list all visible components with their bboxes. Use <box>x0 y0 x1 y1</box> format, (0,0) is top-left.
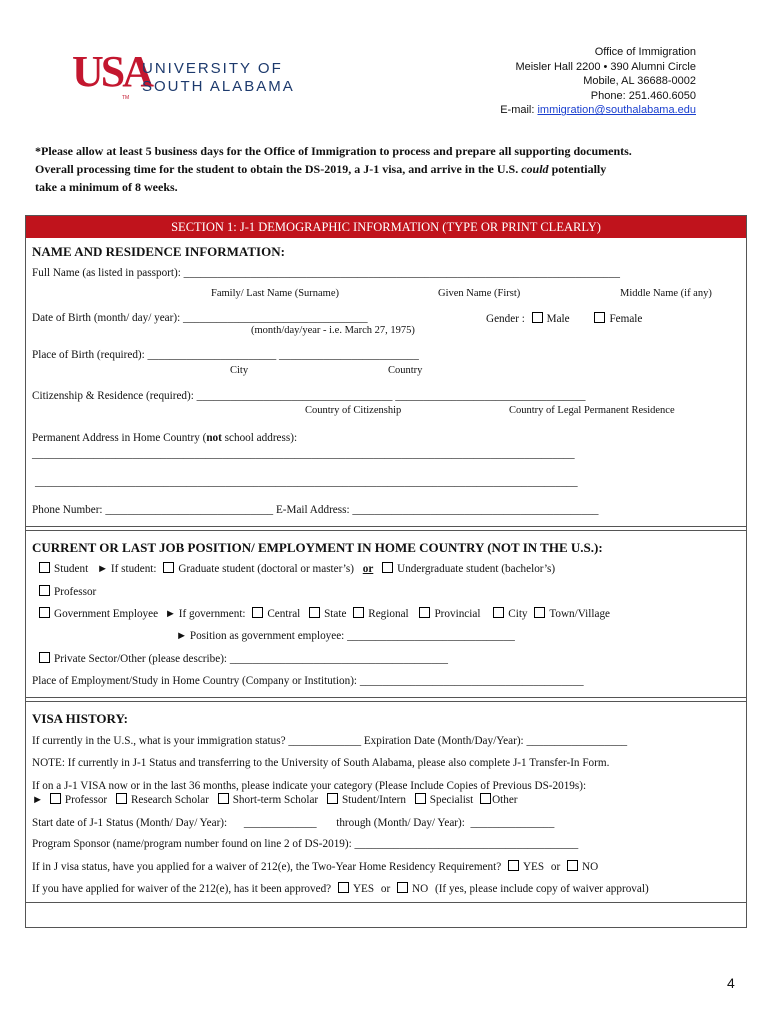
undergrad-label: Undergraduate student (bachelor’s) <box>397 563 556 575</box>
regional-checkbox[interactable] <box>353 607 364 618</box>
phone-email-field[interactable]: Phone Number: ______________________________ E-Mail Address: ____________________________________________ <box>32 504 599 516</box>
undergrad-checkbox[interactable] <box>382 562 393 573</box>
program-sponsor-field[interactable]: Program Sponsor (name/program number found on line 2 of DS-2019): ________________________________________ <box>32 838 579 850</box>
cat-professor-checkbox[interactable] <box>50 793 61 804</box>
employment-professor-row <box>39 585 96 598</box>
graduate-checkbox[interactable] <box>163 562 174 573</box>
form-divider-4 <box>25 701 746 702</box>
cat-student-label: Student/Intern <box>341 794 406 806</box>
waiver-question-row <box>32 860 598 873</box>
office-email-row <box>500 103 696 118</box>
student-label: Student <box>54 563 89 575</box>
pob-city-label: City <box>230 365 249 376</box>
office-name: Office of Immigration <box>594 46 696 58</box>
cat-specialist-label: Specialist <box>429 794 474 806</box>
j1-start-date-field[interactable]: Start date of J-1 Status (Month/ Day/ Year): _____________ through (Month/ Day/ Year): _______________ <box>32 817 555 829</box>
cat-student-checkbox[interactable] <box>327 793 338 804</box>
government-label: Government Employee <box>54 608 159 620</box>
category-arrow: ► <box>32 794 44 806</box>
notice-emphasis: could <box>521 162 549 176</box>
place-of-employment-field[interactable]: Place of Employment/Study in Home Country (Company or Institution): ________________________________________ <box>32 675 584 687</box>
family-name-label: Family/ Last Name (Surname) <box>211 288 340 299</box>
employment-student-row <box>39 562 555 575</box>
cat-other-label: Other <box>492 794 518 806</box>
male-checkbox[interactable] <box>532 312 543 323</box>
state-checkbox[interactable] <box>309 607 320 618</box>
employment-heading: CURRENT OR LAST JOB POSITION/ EMPLOYMENT IN HOME COUNTRY (NOT IN THE U.S.): <box>32 540 603 555</box>
graduate-label: Graduate student (doctoral or master’s) <box>178 563 354 575</box>
form-divider-1 <box>25 526 746 527</box>
name-residence-heading: NAME AND RESIDENCE INFORMATION: <box>32 244 285 259</box>
processing-notice <box>35 142 632 196</box>
town-label: Town/Village <box>549 608 611 620</box>
regional-label: Regional <box>368 608 409 620</box>
perm-label-a: Permanent Address in Home Country ( <box>32 432 207 444</box>
perm-label-not: not <box>206 432 222 444</box>
permanent-address-line-2[interactable]: _________________________________________________________________________________________________ <box>35 476 578 488</box>
provincial-label: Provincial <box>434 608 481 620</box>
male-label: Male <box>546 313 570 325</box>
cat-research-label: Research Scholar <box>130 794 209 806</box>
state-label: State <box>324 608 347 620</box>
provincial-checkbox[interactable] <box>419 607 430 618</box>
city-checkbox[interactable] <box>493 607 504 618</box>
notice-line-2 <box>35 160 632 178</box>
private-sector-field[interactable]: Private Sector/Other (please describe): _______________________________________ <box>54 653 448 665</box>
student-checkbox[interactable] <box>39 562 50 573</box>
if-student-label: ► If student: <box>96 563 157 575</box>
cat-professor-label: Professor <box>64 794 108 806</box>
dob-field[interactable]: Date of Birth (month/ day/ year): _________________________________ <box>32 312 368 324</box>
logo-line-1: UNIVERSITY OF <box>142 60 283 77</box>
office-address-2: Mobile, AL 36688-0002 <box>583 75 696 88</box>
central-label: Central <box>267 608 301 620</box>
logo-trademark: TM <box>122 95 130 101</box>
permanent-address-label <box>32 432 297 444</box>
notice-line-2a: Overall processing time for the student to obtain the DS-2019, a J-1 visa, and arrive in the U.S. <box>35 162 522 176</box>
office-header <box>500 45 696 118</box>
waiver-approved-row <box>32 882 649 895</box>
cat-specialist-checkbox[interactable] <box>415 793 426 804</box>
office-phone: Phone: 251.460.6050 <box>590 89 696 102</box>
form-border-left <box>25 215 26 928</box>
country-citizenship-label: Country of Citizenship <box>305 405 402 416</box>
waiver-question: If in J visa status, have you applied for a waiver of 212(e), the Two-Year Home Residency Requirement? <box>32 861 502 873</box>
office-address-1: Meisler Hall 2200 • 390 Alumni Circle <box>515 60 696 73</box>
dob-hint: (month/day/year - i.e. March 27, 1975) <box>251 325 415 336</box>
office-email-link[interactable]: immigration@southalabama.edu <box>537 104 696 117</box>
permanent-address-line-1[interactable]: _________________________________________________________________________________________________ <box>32 448 575 460</box>
professor-checkbox[interactable] <box>39 585 50 596</box>
country-residence-label: Country of Legal Permanent Residence <box>509 405 675 416</box>
notice-line-2c: potentially <box>548 162 607 176</box>
page-number: 4 <box>727 975 735 991</box>
professor-label: Professor <box>54 586 97 598</box>
or-label: or <box>362 563 374 575</box>
female-checkbox[interactable] <box>594 312 605 323</box>
female-label: Female <box>609 313 643 325</box>
form-divider-5 <box>25 902 746 903</box>
pob-country-label: Country <box>388 365 423 376</box>
given-name-label: Given Name (First) <box>438 288 521 299</box>
form-border-bottom <box>25 927 746 928</box>
notice-line-1: *Please allow at least 5 business days for the Office of Immigration to process and prepare all supporting documents. <box>35 144 632 158</box>
approved-no-checkbox[interactable] <box>397 882 408 893</box>
waiver-no-label: NO <box>582 861 599 873</box>
immigration-status-field[interactable]: If currently in the U.S., what is your immigration status? _____________ Expiration Date (Month/Day/Year): __________________ <box>32 735 628 747</box>
notice-line-3: take a minimum of 8 weeks. <box>35 180 178 194</box>
cat-short-term-label: Short-term Scholar <box>232 794 319 806</box>
employment-government-row <box>39 607 610 620</box>
form-divider-2 <box>25 530 746 531</box>
waiver-or-label: or <box>550 861 561 873</box>
town-checkbox[interactable] <box>534 607 545 618</box>
private-sector-checkbox[interactable] <box>39 652 50 663</box>
cat-other-checkbox[interactable] <box>480 793 491 804</box>
visa-history-heading: VISA HISTORY: <box>32 711 129 726</box>
cat-research-checkbox[interactable] <box>116 793 127 804</box>
form-border-right <box>746 215 747 928</box>
city-label: City <box>508 608 528 620</box>
j1-category-row <box>32 793 518 806</box>
perm-label-c: school address): <box>221 432 298 444</box>
approved-no-label: NO <box>412 883 429 895</box>
transfer-note: NOTE: If currently in J-1 Status and transferring to the University of South Alabama, please also complete J-1 Transfer-In Form. <box>32 757 610 769</box>
form-divider-3 <box>25 697 746 698</box>
employment-private-row <box>39 652 448 665</box>
full-name-field[interactable]: Full Name (as listed in passport): ______________________________________________________________________________ <box>32 267 620 279</box>
central-checkbox[interactable] <box>252 607 263 618</box>
university-logo-mark: USA <box>72 47 152 96</box>
approved-yes-label: YES <box>352 883 375 895</box>
approved-note: (If yes, please include copy of waiver approval) <box>434 883 649 895</box>
logo-line-2: SOUTH ALABAMA <box>142 78 295 95</box>
approved-yes-checkbox[interactable] <box>338 882 349 893</box>
waiver-yes-label: YES <box>522 861 545 873</box>
gender-row <box>486 312 642 325</box>
office-email-label: E-mail: <box>500 104 538 117</box>
j1-category-question: If on a J-1 VISA now or in the last 36 months, please indicate your category (Please Include Copies of Previous DS-2019s): <box>32 780 587 792</box>
waiver-no-checkbox[interactable] <box>567 860 578 871</box>
gender-label: Gender : <box>486 313 525 325</box>
citizenship-field[interactable]: Citizenship & Residence (required): ___________________________________ __________________________________ <box>32 390 586 402</box>
if-government-label: ► If government: <box>164 608 246 620</box>
government-position-field[interactable]: ► Position as government employee: ______________________________ <box>176 630 515 642</box>
government-checkbox[interactable] <box>39 607 50 618</box>
middle-name-label: Middle Name (if any) <box>620 288 712 299</box>
approved-or-label: or <box>380 883 391 895</box>
waiver-approved-question: If you have applied for waiver of the 212(e), has it been approved? <box>32 883 332 895</box>
waiver-yes-checkbox[interactable] <box>508 860 519 871</box>
section-1-banner: SECTION 1: J-1 DEMOGRAPHIC INFORMATION (TYPE OR PRINT CLEARLY) <box>26 216 746 238</box>
cat-short-term-checkbox[interactable] <box>218 793 229 804</box>
place-of-birth-field[interactable]: Place of Birth (required): _______________________ _________________________ <box>32 349 419 361</box>
